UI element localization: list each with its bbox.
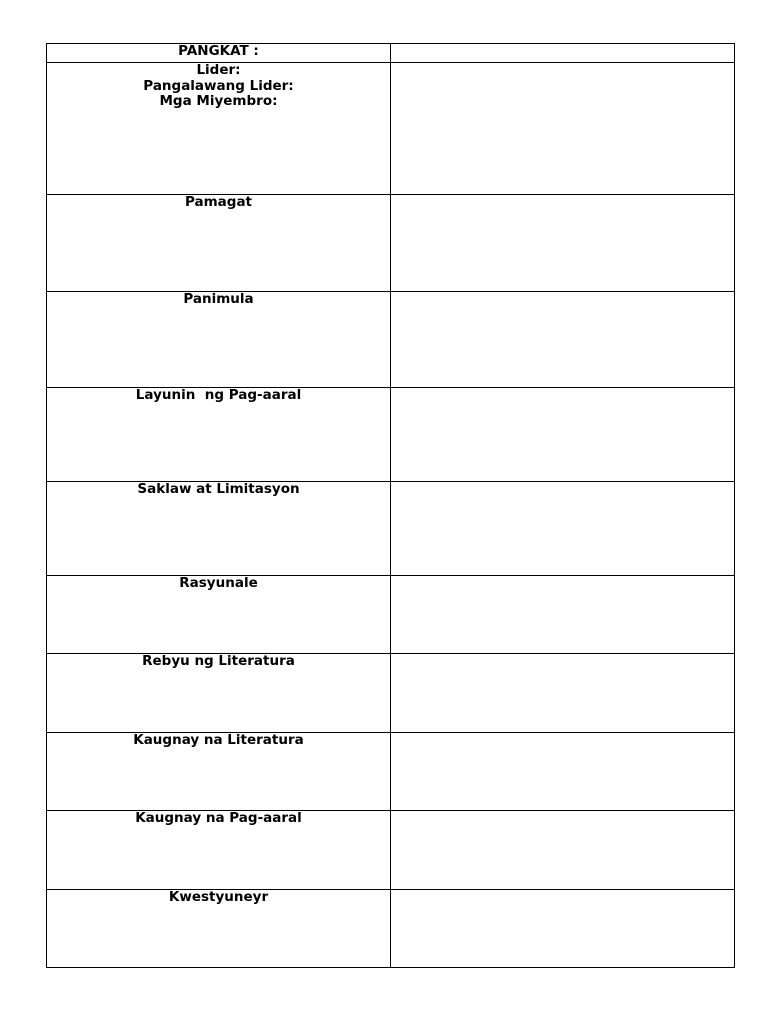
rebyu-label: Rebyu ng Literatura: [142, 653, 295, 669]
pangalawang-lider-label: Pangalawang Lider:: [143, 77, 294, 94]
members-value-field[interactable]: [391, 63, 735, 195]
table-row-saklaw: [47, 482, 735, 576]
table-row-layunin: [47, 388, 735, 482]
rebyu-value-field[interactable]: [391, 654, 735, 733]
kwestyuneyr-value-field[interactable]: [391, 890, 735, 968]
panimula-label: Panimula: [183, 291, 254, 307]
label-cell-pamagat: [47, 195, 391, 292]
label-cell-members: [47, 63, 391, 195]
label-cell-saklaw: [47, 482, 391, 576]
table-row-pamagat: [47, 195, 735, 292]
table-row-members: [47, 63, 735, 195]
group-worksheet-table: [46, 43, 735, 968]
rasyunale-label: Rasyunale: [179, 575, 258, 591]
table-row-kaugnay-literatura: [47, 733, 735, 811]
label-cell-kaugnay-pag-aaral: [47, 811, 391, 890]
label-cell-layunin: [47, 388, 391, 482]
label-cell-kaugnay-literatura: [47, 733, 391, 811]
pangkat-label: PANGKAT :: [178, 43, 259, 59]
lider-label: Lider:: [196, 62, 241, 78]
mga-miyembro-label: Mga Miyembro:: [159, 93, 278, 109]
layunin-label: Layunin ng Pag-aaral: [135, 387, 302, 403]
layunin-value-field[interactable]: [391, 388, 735, 482]
saklaw-label: Saklaw at Limitasyon: [137, 481, 300, 497]
kaugnay-literatura-label: Kaugnay na Literatura: [133, 732, 304, 748]
table-row-rasyunale: [47, 576, 735, 654]
saklaw-value-field[interactable]: [391, 482, 735, 576]
rasyunale-value-field[interactable]: [391, 576, 735, 654]
kwestyuneyr-label: Kwestyuneyr: [168, 889, 269, 905]
pangkat-value-field[interactable]: [391, 44, 735, 63]
label-cell-panimula: [47, 292, 391, 388]
label-cell-rasyunale: [47, 576, 391, 654]
label-cell-rebyu: [47, 654, 391, 733]
kaugnay-literatura-value-field[interactable]: [391, 733, 735, 811]
kaugnay-pag-aaral-value-field[interactable]: [391, 811, 735, 890]
table-row-pangkat: [47, 44, 735, 63]
label-cell-kwestyuneyr: [47, 890, 391, 968]
table-row-rebyu: [47, 654, 735, 733]
panimula-value-field[interactable]: [391, 292, 735, 388]
kaugnay-pag-aaral-label: Kaugnay na Pag-aaral: [135, 810, 302, 826]
table-row-panimula: [47, 292, 735, 388]
pamagat-value-field[interactable]: [391, 195, 735, 292]
pamagat-label: Pamagat: [184, 194, 253, 210]
label-cell-pangkat: [47, 44, 391, 63]
table-row-kwestyuneyr: [47, 890, 735, 968]
table-row-kaugnay-pag-aaral: [47, 811, 735, 890]
